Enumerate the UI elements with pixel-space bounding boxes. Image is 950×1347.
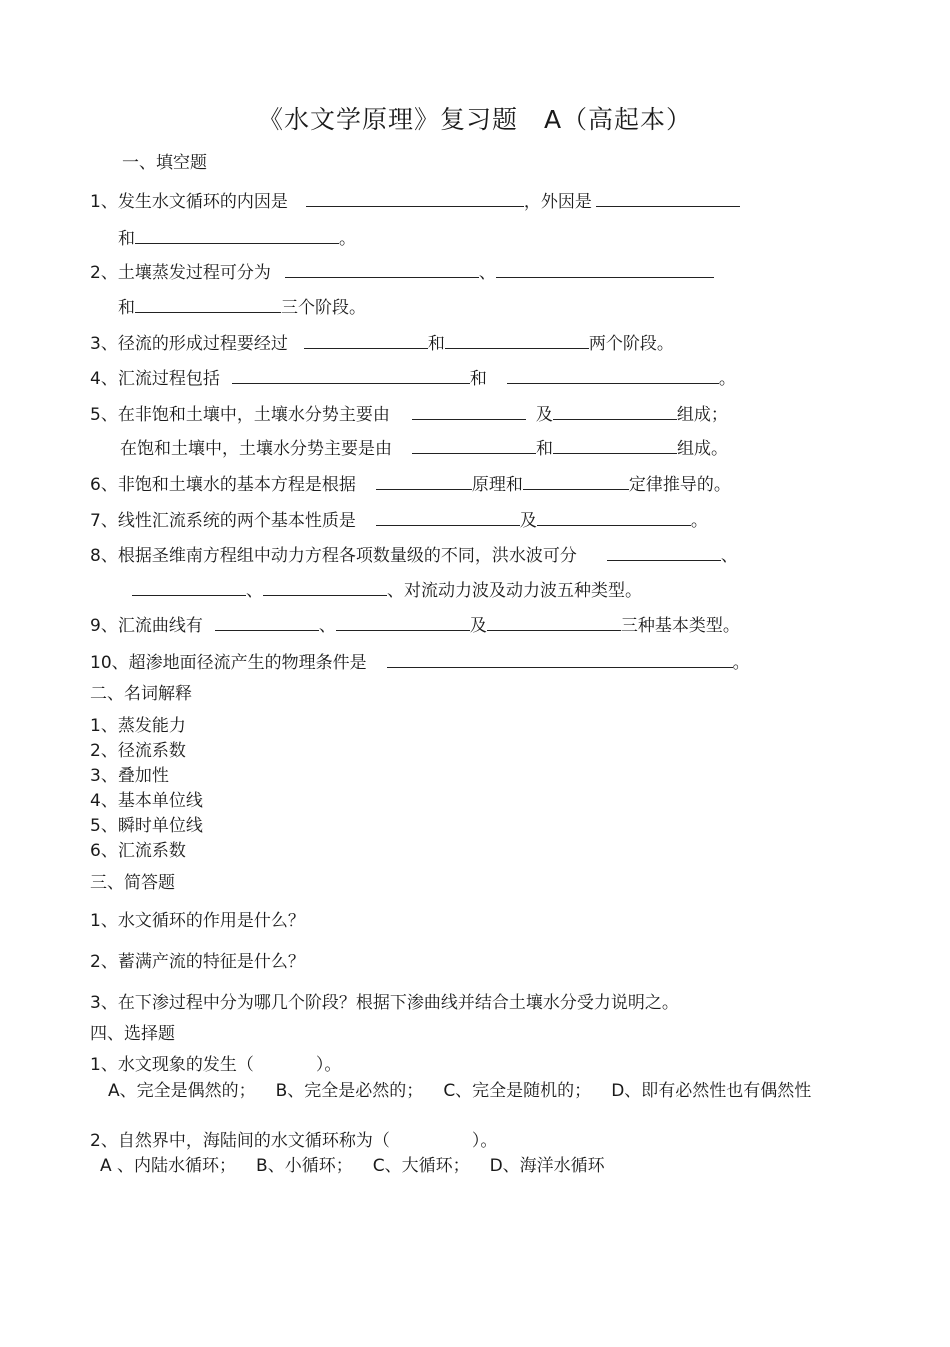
answer-blank[interactable] (376, 510, 520, 526)
question-text: 4、汇流过程包括 (90, 369, 220, 389)
option[interactable]: C、完全是随机的； (443, 1081, 592, 1101)
question-text: 3、径流的形成过程要经过 (90, 334, 288, 354)
answer-blank[interactable] (523, 474, 629, 490)
option[interactable]: A、完全是偶然的； (108, 1081, 256, 1101)
question-text: 10、超渗地面径流产生的物理条件是 (90, 653, 367, 673)
list-item: 4、基本单位线 (90, 791, 203, 811)
question-1 (90, 191, 740, 213)
question-text: 三个阶段。 (281, 298, 366, 318)
question-7 (90, 510, 708, 532)
option[interactable]: B、小循环； (256, 1156, 353, 1176)
answer-blank[interactable] (135, 228, 339, 244)
choice-options-1 (108, 1080, 811, 1102)
question-text: 和 (427, 334, 445, 354)
question-text: 原理和 (471, 475, 523, 495)
answer-blank[interactable] (487, 615, 621, 631)
choice-question-1 (90, 1054, 341, 1076)
question-1-cont (118, 228, 356, 250)
answer-blank[interactable] (412, 404, 526, 420)
question-text: 定律推导的。 (628, 475, 731, 495)
question-5 (90, 404, 728, 426)
question-text: 。 (732, 653, 750, 673)
option[interactable]: B、完全是必然的； (275, 1081, 424, 1101)
question-text: 、 (720, 546, 738, 566)
question-6 (90, 474, 731, 496)
section-heading-fill-blank: 一、填空题 (122, 153, 207, 173)
question-5-cont (120, 438, 728, 460)
question-text: 、对流动力波及动力波五种类型。 (387, 581, 642, 601)
answer-blank[interactable] (263, 580, 387, 596)
list-item: 5、瞬时单位线 (90, 816, 203, 836)
option[interactable]: D、海洋水循环 (489, 1156, 605, 1176)
question-text: 在饱和土壤中，土壤水分势主要是由 (120, 439, 392, 459)
question-text: 5、在非饱和土壤中，土壤水分势主要由 (90, 405, 390, 425)
question-text: 。 (718, 369, 736, 389)
question-text: 。 (339, 229, 356, 249)
answer-blank[interactable] (336, 615, 470, 631)
question-text: ，外因是 (523, 192, 592, 212)
question-3 (90, 333, 674, 355)
question-text: 和 (118, 229, 135, 249)
question-text: 、 (246, 581, 263, 601)
answer-blank[interactable] (135, 297, 281, 313)
question-10 (90, 652, 750, 674)
answer-blank[interactable] (412, 438, 536, 454)
section-heading-terms: 二、名词解释 (90, 684, 192, 704)
answer-blank[interactable] (387, 652, 733, 668)
answer-blank[interactable] (215, 615, 319, 631)
list-item: 6、汇流系数 (90, 841, 186, 861)
question-2 (90, 262, 714, 284)
answer-blank[interactable] (553, 438, 677, 454)
question-text: 及 (519, 511, 537, 531)
question-text: 2、自然界中，海陆间的水文循环称为（ (90, 1131, 390, 1151)
question-text: ）。 (471, 1131, 498, 1151)
choice-options-2 (100, 1155, 605, 1177)
answer-blank[interactable] (553, 404, 677, 420)
question-text: 7、线性汇流系统的两个基本性质是 (90, 511, 356, 531)
question-text: ）。 (315, 1055, 342, 1075)
list-item: 2、径流系数 (90, 741, 186, 761)
question-text: 三种基本类型。 (620, 616, 740, 636)
question-text: 、 (318, 616, 336, 636)
question-text: 1、发生水文循环的内因是 (90, 192, 288, 212)
question-text: 组成； (676, 405, 728, 425)
question-text: 9、汇流曲线有 (90, 616, 203, 636)
option[interactable]: D、即有必然性也有偶然性 (611, 1081, 812, 1101)
question-9 (90, 615, 740, 637)
option[interactable]: C、大循环； (372, 1156, 470, 1176)
question-8-cont (132, 580, 642, 602)
question-text: 和 (118, 298, 135, 318)
answer-blank[interactable] (132, 580, 246, 596)
answer-blank[interactable] (507, 368, 719, 384)
answer-blank[interactable] (445, 333, 589, 349)
list-item: 1、蒸发能力 (90, 716, 186, 736)
answer-blank[interactable] (537, 510, 691, 526)
question-text: 及 (535, 405, 553, 425)
question-text: 两个阶段。 (588, 334, 674, 354)
answer-blank[interactable] (596, 191, 740, 207)
question-text: 2、土壤蒸发过程可分为 (90, 263, 271, 283)
question-text: 6、非饱和土壤水的基本方程是根据 (90, 475, 356, 495)
answer-blank[interactable] (304, 333, 428, 349)
answer-blank[interactable] (496, 262, 714, 278)
answer-blank[interactable] (232, 368, 470, 384)
question-4 (90, 368, 736, 390)
answer-blank[interactable] (607, 545, 721, 561)
question-8 (90, 545, 738, 567)
list-item: 3、叠加性 (90, 766, 169, 786)
answer-blank[interactable] (306, 191, 524, 207)
option[interactable]: A 、内陆水循环； (100, 1156, 237, 1176)
question-text: 1、水文现象的发生（ (90, 1055, 254, 1075)
section-heading-short-answer: 三、简答题 (90, 873, 175, 893)
question-text: 组成。 (677, 439, 728, 459)
list-item: 2、蓄满产流的特征是什么？ (90, 952, 305, 972)
choice-question-2 (90, 1130, 497, 1152)
question-text: 和 (536, 439, 553, 459)
question-text: 和 (469, 369, 487, 389)
question-text: 8、根据圣维南方程组中动力方程各项数量级的不同，洪水波可分 (90, 546, 577, 566)
question-text: 、 (478, 263, 496, 283)
section-heading-multiple-choice: 四、选择题 (90, 1024, 175, 1044)
answer-blank[interactable] (285, 262, 479, 278)
page-title: 《水文学原理》复习题 A（高起本） (257, 105, 693, 134)
question-text: 。 (690, 511, 708, 531)
question-text: 及 (469, 616, 487, 636)
list-item: 1、水文循环的作用是什么？ (90, 911, 305, 931)
question-2-cont (118, 297, 366, 319)
answer-blank[interactable] (376, 474, 472, 490)
list-item: 3、在下渗过程中分为哪几个阶段？根据下渗曲线并结合土壤水分受力说明之。 (90, 993, 679, 1013)
